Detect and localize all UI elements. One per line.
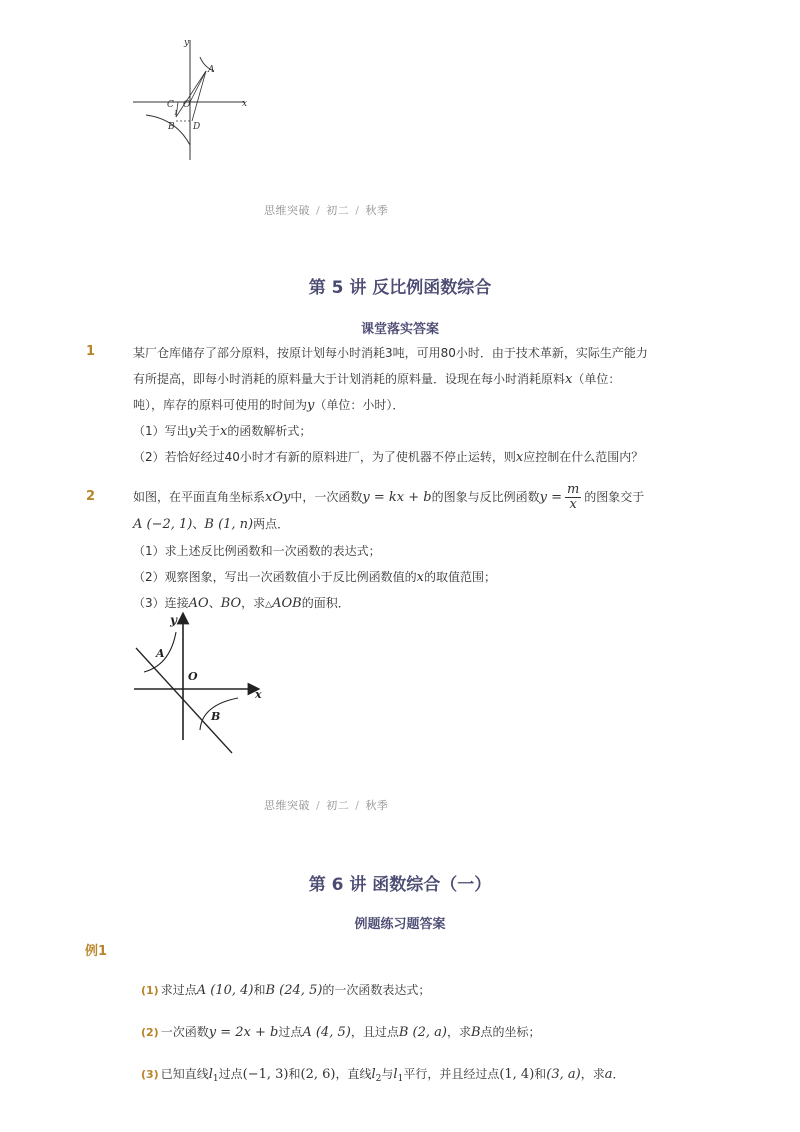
question-1-line-1: 某厂仓库储存了部分原料，按原计划每小时消耗3吨，可用80小时．由于技术革新，实际生产能力 <box>133 346 648 360</box>
breadcrumb-season: 秋季 <box>365 204 389 217</box>
label-y: y <box>184 38 190 48</box>
q2p3-triangle: △ <box>265 600 273 610</box>
q2p2-a: （2）观察图象，写出一次函数值小于反比例函数值的 <box>133 570 417 584</box>
e3-point-1: (−1, 3) <box>242 1067 289 1082</box>
e3-line-l2: l <box>371 1067 376 1082</box>
label-b: B <box>168 122 175 132</box>
e3-sub-1-ref: 1 <box>397 1074 404 1084</box>
q1-var-x: x <box>565 372 573 387</box>
label-a: A <box>156 647 165 660</box>
breadcrumb-separator: / <box>316 204 321 217</box>
e1-a: 求过点 <box>160 983 197 997</box>
q1-line3-b: （单位：小时）． <box>314 398 405 412</box>
e3-e: 与 <box>381 1067 394 1081</box>
e3-line-l1-ref: l <box>393 1067 398 1082</box>
example-1-label: 例1 <box>85 944 108 959</box>
question-1-number: 1 <box>86 344 96 359</box>
label-x: x <box>255 688 262 701</box>
item-number: (1) <box>141 984 159 997</box>
q2p3-b: ，求 <box>241 596 266 610</box>
breadcrumb-grade: 初二 <box>326 799 350 812</box>
question-2-part-2 <box>133 569 496 586</box>
breadcrumb-separator: / <box>316 799 321 812</box>
e3-point-2: (2, 6) <box>300 1067 336 1082</box>
q1-line2-text: 有所提高，即每小时消耗的原料量大于计划消耗的原料量．设现在每小时消耗原料 <box>133 372 566 386</box>
q2-eq-inverse-lhs: y = <box>539 490 562 505</box>
q1p1-a: （1）写出 <box>133 424 189 438</box>
e3-h: ，求 <box>580 1067 605 1081</box>
label-o: O <box>188 670 198 683</box>
breadcrumb-season: 秋季 <box>365 799 389 812</box>
e1-b: 和 <box>253 983 266 997</box>
q1p1-y: y <box>188 424 196 439</box>
example-1-item-3 <box>141 1066 625 1087</box>
q2p3-aob: AOB <box>272 596 302 611</box>
example-1-item-2 <box>141 1024 541 1041</box>
figure-1-hyperbola-diagram <box>128 35 258 165</box>
q2p3-ao: AO <box>188 596 209 611</box>
q1p1-x: x <box>220 424 228 439</box>
q2-l2-end: 两点． <box>253 517 290 531</box>
q1-var-y: y <box>307 398 315 413</box>
question-2-line-1 <box>133 483 644 511</box>
q1p1-b: 关于 <box>196 424 221 438</box>
breadcrumb-separator: / <box>355 799 360 812</box>
label-c: C <box>167 100 174 110</box>
e3-f: 平行，并且经过点 <box>403 1067 500 1081</box>
q2p3-a: （3）连接 <box>133 596 189 610</box>
figure-2-line-hyperbola-diagram <box>130 610 270 760</box>
question-2-part-1: （1）求上述反比例函数和一次函数的表达式； <box>133 544 381 558</box>
lecture-6-title: 第 6 讲 函数综合（一） <box>308 875 492 895</box>
e1-c: 的一次函数表达式； <box>322 983 431 997</box>
item-number: (3) <box>141 1068 159 1081</box>
e1-point-b: B (24, 5) <box>265 983 323 998</box>
q2p2-b: 的取值范围； <box>423 570 496 584</box>
example-1-item-1 <box>141 982 430 999</box>
fraction-numerator: m <box>566 482 580 497</box>
q1-line2-end: （单位： <box>572 372 621 386</box>
segment-ad <box>192 71 206 121</box>
q1p2-b: 应控制在什么范围内？ <box>523 450 644 464</box>
e3-i: ． <box>612 1067 625 1081</box>
breadcrumb-separator: / <box>355 204 360 217</box>
breadcrumb-brand: 思维突破 <box>264 799 310 812</box>
e3-d: ，直线 <box>335 1067 372 1081</box>
q2-sep: 、 <box>192 517 205 531</box>
q2p3-sep: 、 <box>208 596 221 610</box>
label-x: x <box>242 99 248 109</box>
segment-ab <box>176 71 206 117</box>
e3-b: 过点 <box>218 1067 243 1081</box>
e2-point-b: B (2, a) <box>398 1025 447 1040</box>
e3-line-l1: l <box>208 1067 213 1082</box>
breadcrumb-grade: 初二 <box>326 204 350 217</box>
question-1-part-2 <box>133 449 643 466</box>
q2-fraction-m-over-x <box>565 483 581 512</box>
label-a: A <box>208 65 215 75</box>
label-b: B <box>211 710 221 723</box>
q1p1-c: 的函数解析式； <box>227 424 312 438</box>
question-1-part-1 <box>133 423 311 440</box>
e2-d: ，求 <box>446 1025 471 1039</box>
q2p3-bo: BO <box>220 596 242 611</box>
q2-l1-b: 中，一次函数 <box>290 490 363 504</box>
e3-a: 已知直线 <box>160 1067 209 1081</box>
lecture-5-title: 第 5 讲 反比例函数综合 <box>308 278 492 298</box>
question-1-line-3 <box>133 397 404 414</box>
q2-point-a: A (−2, 1) <box>133 517 193 532</box>
e3-g: 和 <box>534 1067 547 1081</box>
breadcrumb <box>264 202 388 218</box>
e2-equation: y = 2x + b <box>208 1025 279 1040</box>
q2p3-c: 的面积． <box>301 596 350 610</box>
label-o: O <box>183 100 191 110</box>
e3-point-4: (3, a) <box>546 1067 581 1082</box>
q2-xoy: xOy <box>265 490 291 505</box>
e2-e: 点的坐标； <box>480 1025 541 1039</box>
segment-oa <box>190 71 206 102</box>
e2-c: ，且过点 <box>350 1025 399 1039</box>
q1-line3-a: 吨），库存的原料可使用的时间为 <box>133 398 308 412</box>
label-one: 1 <box>174 110 178 117</box>
label-y: y <box>170 613 177 627</box>
e3-sub-2: 2 <box>375 1074 382 1084</box>
q2-point-b: B (1, n) <box>204 517 254 532</box>
e1-point-a: A (10, 4) <box>196 983 254 998</box>
q1p2-x: x <box>515 450 524 465</box>
lecture-5-section-title: 课堂落实答案 <box>360 322 439 337</box>
e3-var-a: a <box>604 1067 613 1082</box>
e2-a: 一次函数 <box>160 1025 209 1039</box>
breadcrumb <box>264 797 388 813</box>
question-1-line-2 <box>133 371 620 388</box>
item-number: (2) <box>141 1026 159 1039</box>
linear-function-line <box>136 648 232 753</box>
e3-point-3: (1, 4) <box>499 1067 535 1082</box>
lecture-6-section-title: 例题练习题答案 <box>354 917 446 932</box>
q2-l1-d: 的图象交于 <box>584 490 645 504</box>
breadcrumb-brand: 思维突破 <box>264 204 310 217</box>
q2p2-x: x <box>416 570 424 585</box>
q1p2-a: （2）若恰好经过40小时才有新的原料进厂，为了使机器不停止运转，则 <box>133 450 516 464</box>
fraction-denominator: x <box>569 497 577 512</box>
q2-l1-c: 的图象与反比例函数 <box>431 490 540 504</box>
q2-eq-linear: y = kx + b <box>362 490 432 505</box>
e2-point-a: A (4, 5) <box>302 1025 351 1040</box>
label-d: D <box>193 122 201 132</box>
e2-var-b: B <box>470 1025 481 1040</box>
question-2-number: 2 <box>86 489 96 504</box>
e3-c: 和 <box>288 1067 301 1081</box>
question-2-line-2 <box>133 516 289 533</box>
e2-b: 过点 <box>278 1025 303 1039</box>
e3-sub-1: 1 <box>212 1074 219 1084</box>
q2-l1-a: 如图，在平面直角坐标系 <box>133 490 266 504</box>
